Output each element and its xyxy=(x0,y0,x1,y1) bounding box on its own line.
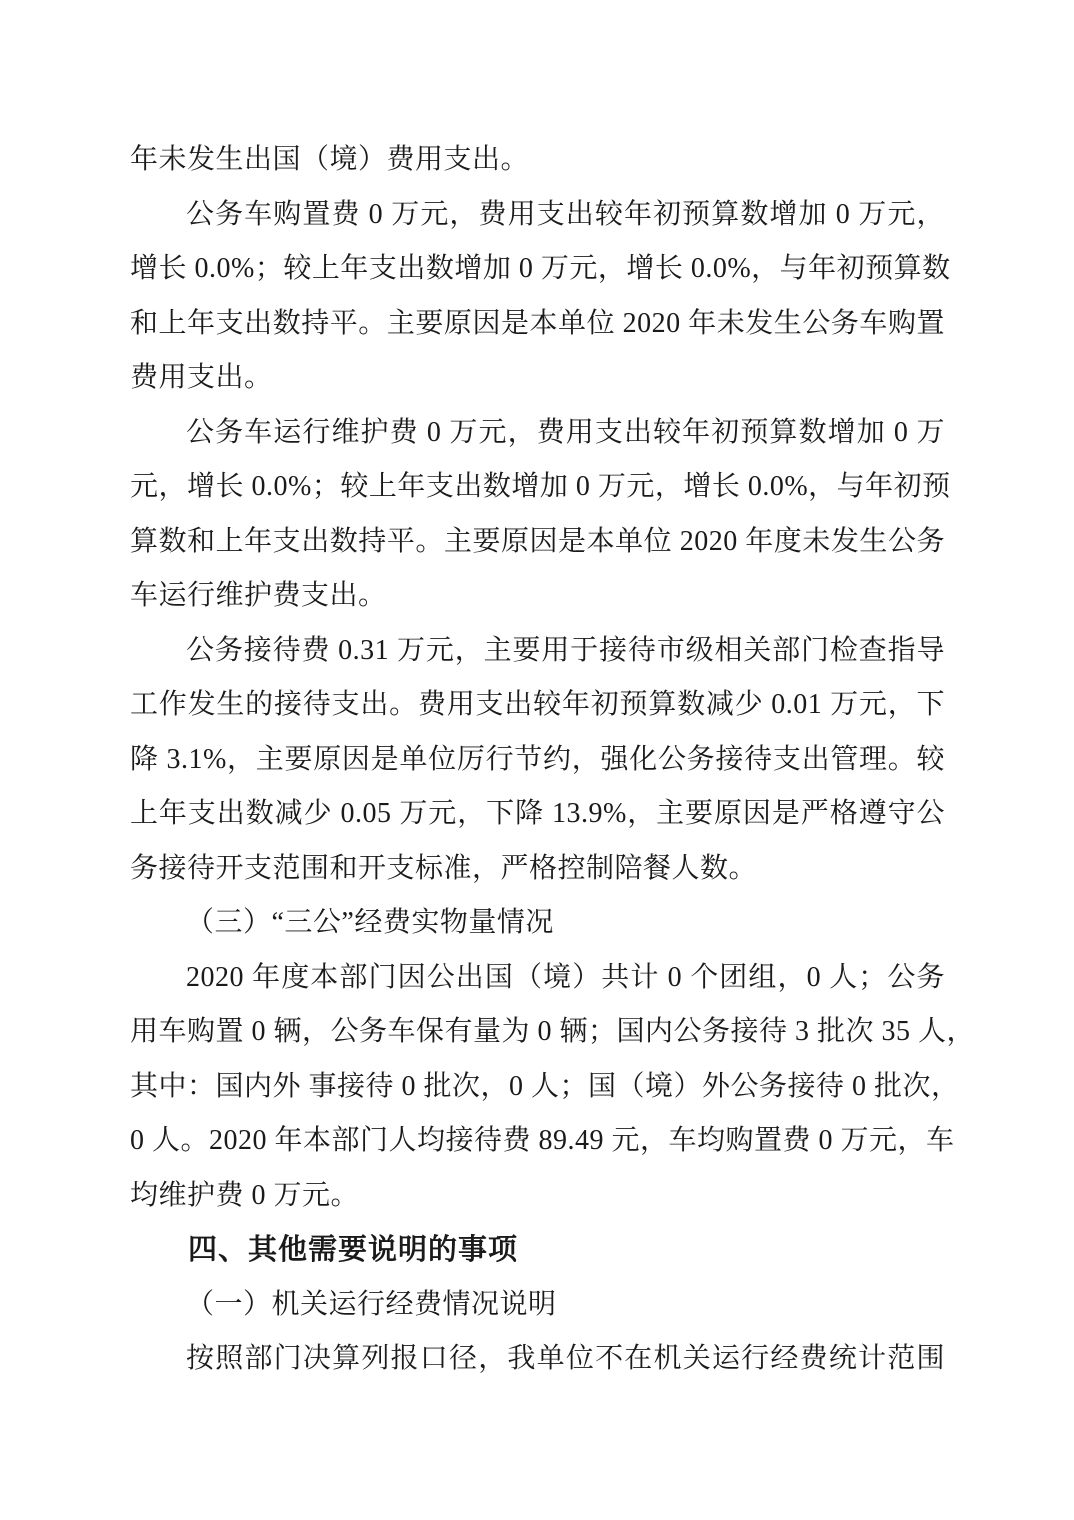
body-line: 算数和上年支出数持平。主要原因是本单位 2020 年度未发生公务 xyxy=(130,525,945,557)
body-line: 上年支出数减少 0.05 万元，下降 13.9%，主要原因是严格遵守公 xyxy=(130,798,945,829)
subsection-heading-1: （一）机关运行经费情况说明 xyxy=(186,1288,557,1320)
body-line: 均维护费 0 万元。 xyxy=(130,1179,360,1211)
body-line: 务接待开支范围和开支标准，严格控制陪餐人数。 xyxy=(130,852,758,884)
body-line: 工作发生的接待支出。费用支出较年初预算数减少 0.01 万元，下 xyxy=(130,689,945,720)
section-heading-4: 四、其他需要说明的事项 xyxy=(188,1234,519,1266)
body-line: 降 3.1%，主要原因是单位厉行节约，强化公务接待支出管理。较 xyxy=(130,743,945,775)
body-line: 0 人。2020 年本部门人均接待费 89.49 元，车均购置费 0 万元，车 xyxy=(130,1125,955,1156)
body-line: 用车购置 0 辆，公务车保有量为 0 辆；国内公务接待 3 批次 35 人， xyxy=(130,1016,976,1047)
body-line: 和上年支出数持平。主要原因是本单位 2020 年未发生公务车购置 xyxy=(130,307,945,339)
body-line: 2020 年度本部门因公出国（境）共计 0 个团组，0 人；公务 xyxy=(186,961,945,993)
body-line: 车运行维护费支出。 xyxy=(130,580,387,611)
subsection-heading-3: （三）“三公”经费实物量情况 xyxy=(186,907,554,938)
body-line: 公务接待费 0.31 万元，主要用于接待市级相关部门检查指导 xyxy=(186,634,945,666)
body-line: 增长 0.0%；较上年支出数增加 0 万元，增长 0.0%，与年初预算数 xyxy=(130,253,951,284)
body-line: 按照部门决算列报口径，我单位不在机关运行经费统计范围 xyxy=(186,1343,945,1374)
body-line: 年未发生出国（境）费用支出。 xyxy=(130,144,530,175)
body-line: 费用支出。 xyxy=(130,362,273,393)
body-line: 公务车运行维护费 0 万元，费用支出较年初预算数增加 0 万 xyxy=(186,416,945,448)
body-line: 元，增长 0.0%；较上年支出数增加 0 万元，增长 0.0%，与年初预 xyxy=(130,471,951,502)
body-line: 其中：国内外 事接待 0 批次，0 人；国（境）外公务接待 0 批次， xyxy=(130,1070,960,1102)
body-line: 公务车购置费 0 万元，费用支出较年初预算数增加 0 万元， xyxy=(186,198,945,230)
document-text-block xyxy=(130,133,976,1387)
